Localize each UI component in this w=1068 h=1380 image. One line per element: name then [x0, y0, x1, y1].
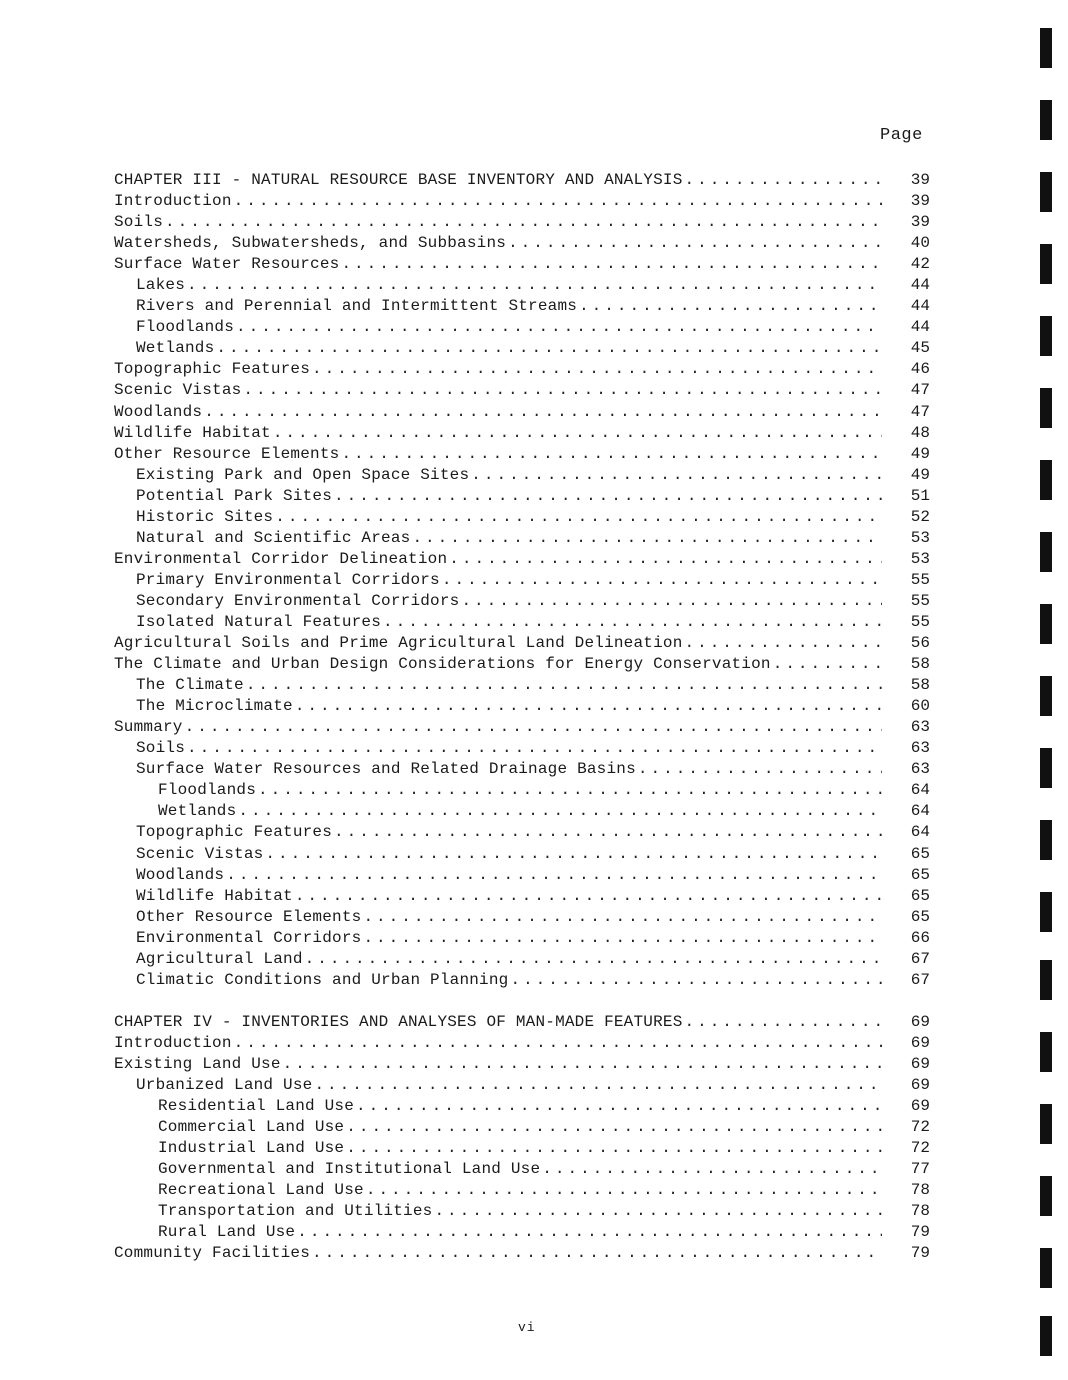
toc-entry-title: Governmental and Institutional Land Use	[158, 1160, 541, 1179]
toc-entry	[114, 1117, 944, 1138]
binder-mark	[1040, 388, 1052, 428]
binder-mark	[1040, 1316, 1052, 1356]
dot-leader	[234, 1033, 882, 1054]
toc-entry-page: 51	[910, 486, 930, 505]
dot-leader	[542, 1159, 882, 1180]
toc-entry-title: Urbanized Land Use	[136, 1075, 313, 1094]
toc-entry	[114, 233, 944, 254]
binder-mark	[1040, 676, 1052, 716]
dot-leader	[341, 254, 882, 275]
toc-entry-page: 44	[910, 276, 930, 295]
toc-entry-title: Introduction	[114, 192, 232, 211]
toc-entry	[114, 865, 944, 886]
toc-entry	[114, 1222, 944, 1243]
toc-entry-title: Summary	[114, 718, 183, 737]
dot-leader	[685, 170, 883, 191]
toc-entry	[114, 696, 944, 717]
toc-entry-page: 78	[910, 1202, 930, 1221]
dot-leader	[685, 1012, 883, 1033]
toc-entry	[114, 423, 944, 444]
binder-mark	[1040, 172, 1052, 212]
toc-entry-title: Potential Park Sites	[136, 486, 333, 505]
toc-entry	[114, 528, 944, 549]
toc-entry	[114, 1243, 944, 1264]
dot-leader	[773, 654, 882, 675]
toc-entry	[114, 949, 944, 970]
toc-entry-title: Climatic Conditions and Urban Planning	[136, 970, 509, 989]
dot-leader	[346, 1117, 882, 1138]
toc-entry-title: Wildlife Habitat	[136, 886, 293, 905]
dot-leader	[226, 865, 882, 886]
toc-entry-page: 72	[910, 1139, 930, 1158]
dot-leader	[449, 549, 882, 570]
toc-entry-title: Introduction	[114, 1033, 232, 1052]
dot-leader	[383, 612, 882, 633]
toc-entry-title: Surface Water Resources and Related Drainage Basins	[136, 760, 636, 779]
toc-entry	[114, 1201, 944, 1222]
toc-entry	[114, 717, 944, 738]
toc-entry	[114, 1159, 944, 1180]
toc-entry-page: 79	[910, 1223, 930, 1242]
toc-entry	[114, 465, 944, 486]
dot-leader	[356, 1096, 882, 1117]
toc-entry	[114, 1033, 944, 1054]
toc-entry-title: Agricultural Soils and Prime Agricultural Land Delineation	[114, 634, 683, 653]
toc-entry-page: 63	[910, 739, 930, 758]
toc-entry	[114, 359, 944, 380]
toc-entry	[114, 296, 944, 317]
dot-leader	[312, 359, 882, 380]
toc-entry-page: 78	[910, 1181, 930, 1200]
toc-entry	[114, 886, 944, 907]
toc-entry-page: 46	[910, 360, 930, 379]
dot-leader	[297, 1222, 882, 1243]
dot-leader	[243, 380, 882, 401]
dot-leader	[434, 1201, 882, 1222]
toc-entry-page: 44	[910, 318, 930, 337]
toc-entry-page: 58	[910, 655, 930, 674]
toc-entry-page: 45	[910, 339, 930, 358]
toc-entry	[114, 444, 944, 465]
toc-entry-page: 58	[910, 676, 930, 695]
toc-entry-page: 60	[910, 697, 930, 716]
toc-entry-title: Scenic Vistas	[114, 381, 242, 400]
binder-mark	[1040, 748, 1052, 788]
toc-entry-page: 65	[910, 886, 930, 905]
dot-leader	[295, 886, 882, 907]
toc-entry-page: 65	[910, 844, 930, 863]
page-number: vi	[518, 1320, 536, 1335]
toc-entry-title: Transportation and Utilities	[158, 1202, 433, 1221]
toc-entry-title: Surface Water Resources	[114, 255, 340, 274]
dot-leader	[265, 844, 882, 865]
toc-entry-title: Industrial Land Use	[158, 1139, 345, 1158]
toc-entry-page: 49	[910, 444, 930, 463]
toc-entry	[114, 191, 944, 212]
binder-mark	[1040, 1248, 1052, 1288]
dot-leader	[273, 423, 882, 444]
toc-entry	[114, 549, 944, 570]
toc-entry	[114, 591, 944, 612]
toc-entry-page: 67	[910, 970, 930, 989]
toc-entry-page: 55	[910, 570, 930, 589]
toc-entry-page: 39	[910, 171, 930, 189]
toc-entry-title: Rivers and Perennial and Intermittent Streams	[136, 297, 578, 316]
toc-entry-page: 49	[910, 465, 930, 484]
dot-leader	[471, 465, 882, 486]
binder-mark	[1040, 244, 1052, 284]
binder-mark	[1040, 460, 1052, 500]
toc-entry-page: 77	[910, 1160, 930, 1179]
toc-entry	[114, 612, 944, 633]
toc-entry	[114, 970, 944, 991]
dot-leader	[366, 1180, 882, 1201]
binder-mark	[1040, 100, 1052, 140]
toc-entry	[114, 570, 944, 591]
binder-mark	[1040, 1176, 1052, 1216]
dot-leader	[204, 402, 882, 423]
toc-entry-page: 72	[910, 1118, 930, 1137]
toc-entry-title: Other Resource Elements	[136, 907, 362, 926]
toc-entry-title: Other Resource Elements	[114, 444, 340, 463]
dot-leader	[579, 296, 882, 317]
toc-entry	[114, 801, 944, 822]
toc-entry-title: The Climate and Urban Design Considerations for Energy Conservation	[114, 655, 771, 674]
binder-mark	[1040, 604, 1052, 644]
binder-mark	[1040, 532, 1052, 572]
toc-entry-title: Commercial Land Use	[158, 1118, 345, 1137]
toc-entry-page: 64	[910, 802, 930, 821]
dot-leader	[508, 233, 882, 254]
dot-leader	[283, 1054, 882, 1075]
dot-leader	[363, 928, 882, 949]
binder-mark	[1040, 1104, 1052, 1144]
toc-entry-page: 55	[910, 612, 930, 631]
toc-entry-page: 63	[910, 718, 930, 737]
toc-entry-title: Scenic Vistas	[136, 844, 264, 863]
toc-entry	[114, 738, 944, 759]
toc-entry	[114, 1054, 944, 1075]
dot-leader	[341, 444, 882, 465]
toc-entry-page: 66	[910, 928, 930, 947]
toc-entry	[114, 844, 944, 865]
toc-entry	[114, 759, 944, 780]
dot-leader	[638, 759, 882, 780]
toc-entry-page: 42	[910, 255, 930, 274]
dot-leader	[346, 1138, 882, 1159]
toc-entry-page: 52	[910, 507, 930, 526]
dot-leader	[305, 949, 882, 970]
toc-entry	[114, 928, 944, 949]
toc-entry-page: 69	[910, 1012, 930, 1031]
binder-mark	[1040, 316, 1052, 356]
toc-entry	[114, 1096, 944, 1117]
dot-leader	[295, 696, 882, 717]
toc-entry	[114, 212, 944, 233]
toc-entry-title: Wetlands	[158, 802, 237, 821]
toc-entry-title: Rural Land Use	[158, 1223, 296, 1242]
toc-entry-page: 63	[910, 760, 930, 779]
toc-entry-title: Historic Sites	[136, 507, 274, 526]
toc-entry-title: Lakes	[136, 276, 186, 295]
toc-entry-page: 56	[910, 634, 930, 653]
toc-entry-title: Natural and Scientific Areas	[136, 528, 411, 547]
toc-entry	[114, 780, 944, 801]
toc-entry-title: Recreational Land Use	[158, 1181, 364, 1200]
toc-entry	[114, 1012, 944, 1033]
dot-leader	[258, 780, 882, 801]
dot-leader	[334, 822, 882, 843]
dot-leader	[165, 212, 882, 233]
toc-entry	[114, 1138, 944, 1159]
dot-leader	[334, 486, 882, 507]
toc-entry-page: 39	[910, 192, 930, 211]
binder-mark	[1040, 960, 1052, 1000]
dot-leader	[234, 191, 882, 212]
toc-entry-page: 53	[910, 528, 930, 547]
toc-entry-title: Watersheds, Subwatersheds, and Subbasins	[114, 234, 507, 253]
toc-entry-title: Existing Land Use	[114, 1054, 281, 1073]
toc-entry-title: Secondary Environmental Corridors	[136, 591, 460, 610]
toc-entry-title: Community Facilities	[114, 1244, 311, 1263]
toc-entry	[114, 254, 944, 275]
toc-entry-title: The Microclimate	[136, 697, 293, 716]
binder-mark	[1040, 28, 1052, 68]
toc-entry-title: CHAPTER IV - INVENTORIES AND ANALYSES OF MAN-MADE FEATURES	[114, 1012, 683, 1031]
dot-leader	[312, 1243, 882, 1264]
toc-entry	[114, 486, 944, 507]
dot-leader	[187, 275, 882, 296]
toc-entry-page: 69	[910, 1054, 930, 1073]
toc-entry-page: 79	[910, 1244, 930, 1263]
toc-entry-page: 53	[910, 549, 930, 568]
dot-leader	[442, 570, 882, 591]
toc-entry	[114, 170, 944, 191]
toc-entry	[114, 1075, 944, 1096]
dot-leader	[216, 338, 882, 359]
toc-entry-title: Soils	[114, 213, 164, 232]
toc-entry-page: 47	[910, 381, 930, 400]
toc-entry-page: 64	[910, 823, 930, 842]
toc-entry	[114, 907, 944, 928]
toc-entry-page: 47	[910, 402, 930, 421]
toc-entry-page: 64	[910, 781, 930, 800]
toc-entry	[114, 633, 944, 654]
toc-entry	[114, 338, 944, 359]
dot-leader	[314, 1075, 882, 1096]
toc-entry-page: 67	[910, 949, 930, 968]
toc-entry-page: 65	[910, 907, 930, 926]
toc-entry-page: 44	[910, 297, 930, 316]
dot-leader	[238, 801, 882, 822]
toc-entry-page: 69	[910, 1075, 930, 1094]
toc-entry-title: Topographic Features	[114, 360, 311, 379]
table-of-contents	[114, 170, 944, 1264]
dot-leader	[246, 675, 882, 696]
toc-entry-title: Primary Environmental Corridors	[136, 570, 440, 589]
toc-entry-title: Isolated Natural Features	[136, 612, 382, 631]
toc-entry-title: Residential Land Use	[158, 1097, 355, 1116]
toc-entry	[114, 654, 944, 675]
toc-entry-title: Agricultural Land	[136, 949, 303, 968]
dot-leader	[685, 633, 883, 654]
dot-leader	[412, 528, 882, 549]
toc-entry-page: 39	[910, 213, 930, 232]
dot-leader	[363, 907, 882, 928]
toc-entry	[114, 402, 944, 423]
toc-entry	[114, 675, 944, 696]
toc-entry-page: 40	[910, 234, 930, 253]
toc-entry-title: Wildlife Habitat	[114, 423, 271, 442]
toc-entry-title: Environmental Corridors	[136, 928, 362, 947]
binder-mark	[1040, 1032, 1052, 1072]
toc-entry-title: Environmental Corridor Delineation	[114, 549, 448, 568]
toc-entry	[114, 380, 944, 401]
dot-leader	[185, 717, 882, 738]
toc-entry	[114, 822, 944, 843]
toc-entry-page: 65	[910, 865, 930, 884]
toc-entry-page: 69	[910, 1097, 930, 1116]
binder-mark	[1040, 820, 1052, 860]
toc-entry-page: 69	[910, 1033, 930, 1052]
toc-entry-title: Existing Park and Open Space Sites	[136, 465, 470, 484]
toc-entry-title: Woodlands	[136, 865, 225, 884]
toc-entry-page: 48	[910, 423, 930, 442]
toc-entry-title: Floodlands	[158, 781, 257, 800]
dot-leader	[510, 970, 882, 991]
toc-entry	[114, 507, 944, 528]
page-column-heading: Page	[880, 126, 923, 145]
toc-entry	[114, 1180, 944, 1201]
dot-leader	[187, 738, 882, 759]
toc-entry-title: CHAPTER III - NATURAL RESOURCE BASE INVENTORY AND ANALYSIS	[114, 171, 683, 189]
toc-entry-title: Floodlands	[136, 318, 235, 337]
dot-leader	[236, 317, 882, 338]
toc-entry-title: The Climate	[136, 676, 244, 695]
binder-mark	[1040, 892, 1052, 932]
toc-entry	[114, 275, 944, 296]
toc-entry-title: Wetlands	[136, 339, 215, 358]
toc-entry-page: 55	[910, 591, 930, 610]
toc-entry-title: Soils	[136, 739, 186, 758]
toc-entry	[114, 317, 944, 338]
dot-leader	[461, 591, 882, 612]
dot-leader	[275, 507, 882, 528]
toc-entry-title: Woodlands	[114, 402, 203, 421]
toc-entry-title: Topographic Features	[136, 823, 333, 842]
